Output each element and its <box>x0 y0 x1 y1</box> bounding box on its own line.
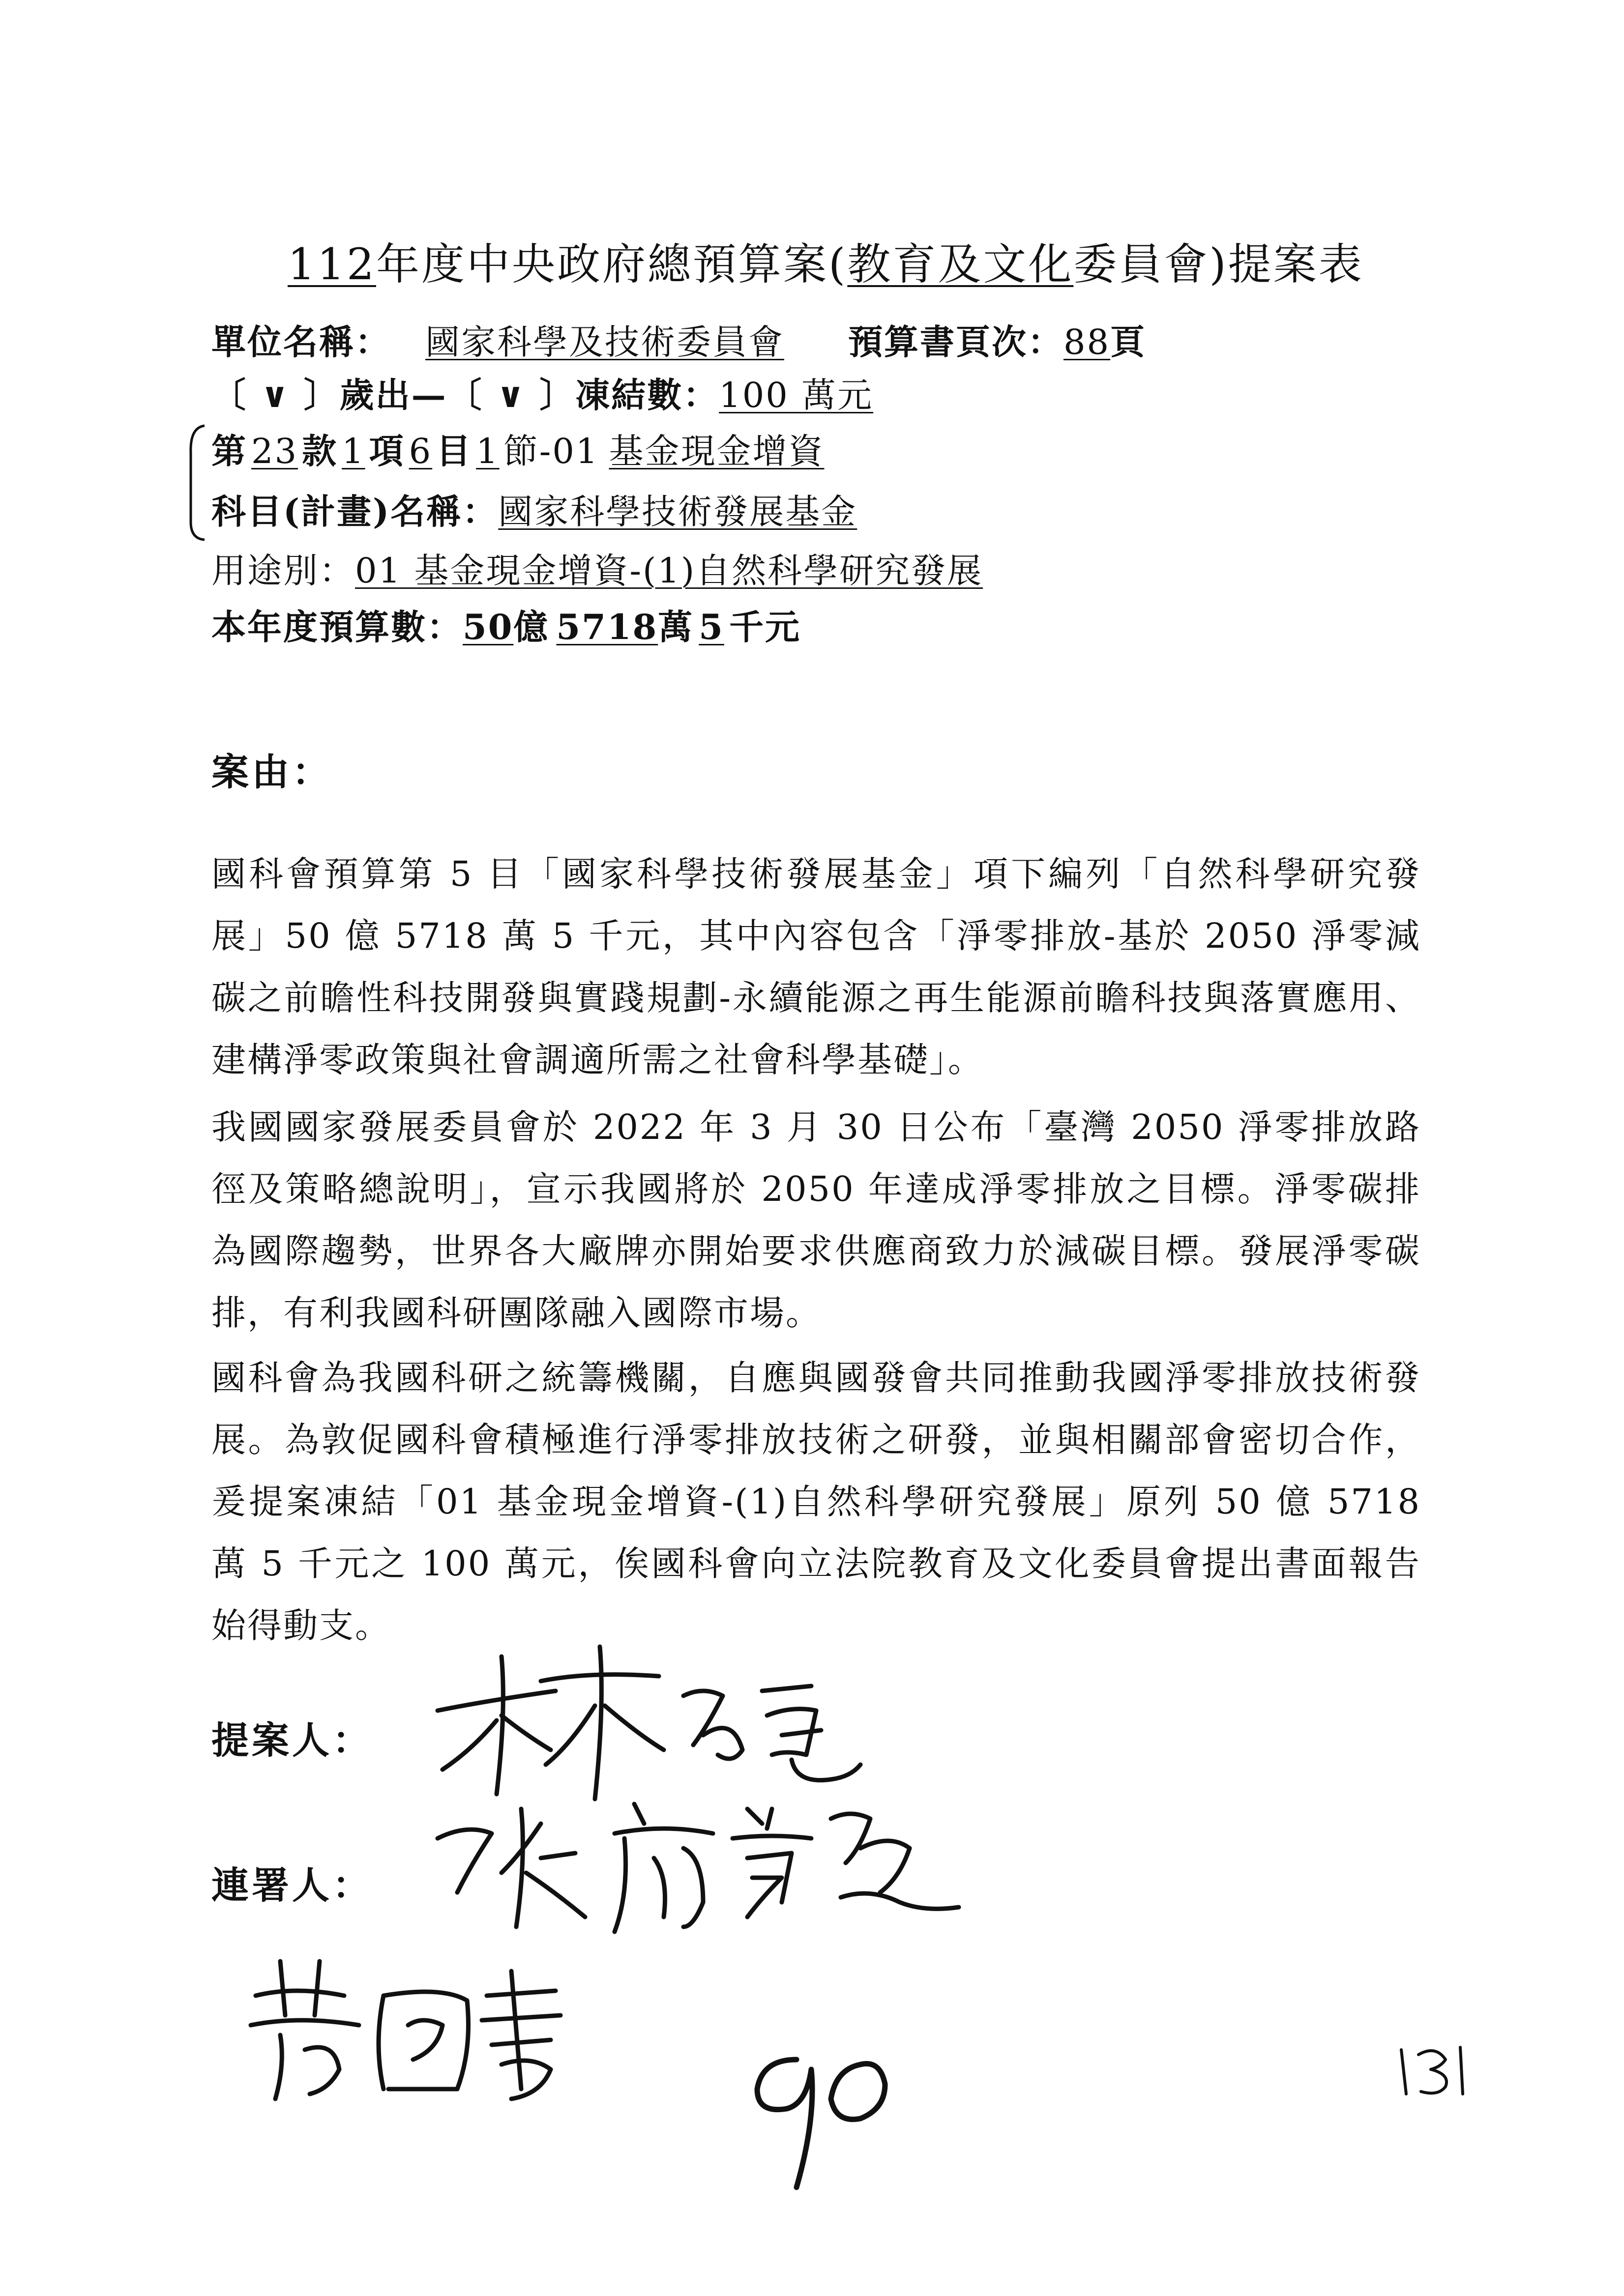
section-text-2: 款 <box>302 431 338 471</box>
subject-value: 國家科學技術發展基金 <box>498 492 857 532</box>
budget-yi: 50 <box>463 607 514 647</box>
budget-wan-unit: 萬 <box>658 607 694 647</box>
subject-line <box>211 484 857 534</box>
reason-paragraph-2: 我國國家發展委員會於 2022 年 3 月 30 日公布「臺灣 2050 淨零排放路徑及策略總說明」，宣示我國將於 2050 年達成淨零排放之目標。淨零碳排為國際趨勢，世界各大廠牌亦開始要求供應商致力於減碳目標。發展淨零碳排，有利我國科研團隊融入國際市場。 <box>211 1107 1421 1333</box>
page-ref-value: 88 <box>1063 322 1111 362</box>
title-committee: 教育及文化 <box>847 239 1074 290</box>
budget-label: 本年度預算數： <box>211 607 463 647</box>
page-number <box>1391 2040 1475 2099</box>
page-ref-unit: 頁 <box>1110 321 1147 362</box>
usage-label: 用途別： <box>211 551 355 591</box>
reason-paragraph-1: 國科會預算第 5 目「國家科學技術發展基金」項下編列「自然科學研究發展」50 億 5718 萬 5 千元，其中內容包含「淨零排放-基於 2050 淨零減碳之前瞻性科技開發與實踐規劃-永續能源之再生能源前瞻科技與落實應用、建構淨零政策與社會調適所需之社會科學基礎」。 <box>211 854 1421 1080</box>
freeze-prefix: 〔 ∨ 〕歲出—〔 ∨ 〕凍結數： <box>211 375 719 415</box>
unit-line <box>211 315 1146 364</box>
title-text-b: 委員會)提案表 <box>1073 239 1364 290</box>
section-xiang: 1 <box>342 431 365 471</box>
budget-qian-unit: 千元 <box>729 607 801 647</box>
title-year: 112 <box>288 239 376 290</box>
budget-line <box>211 600 801 649</box>
section-text-5: 節-01 <box>503 431 599 471</box>
usage-line <box>211 543 1003 593</box>
proposer-label: 提案人： <box>211 1718 373 1762</box>
section-name: 基金現金增資 <box>609 431 825 471</box>
handwritten-number <box>738 2040 900 2197</box>
section-line <box>211 424 824 473</box>
cosigner-signature-2 <box>236 1942 610 2114</box>
bracket-mark <box>186 424 206 542</box>
freeze-line <box>211 368 873 417</box>
reason-paragraph-3: 國科會為我國科研之統籌機關，自應與國發會共同推動我國淨零排放技術發展。為敦促國科會積極進行淨零排放技術之研發，並與相關部會密切合作，爰提案凍結「01 基金現金增資-(1)自然科學研究發展」原列 50 億 5718 萬 5 千元之 100 萬元，俟國科會向立法院教育及文化委員會提出書面報告始得動支。 <box>211 1358 1421 1646</box>
unit-value: 國家科學及技術委員會 <box>425 322 784 362</box>
subject-label: 科目(計畫)名稱： <box>211 491 499 532</box>
section-text-3: 項 <box>369 431 405 471</box>
title-text-a: 年度中央政府總預算案( <box>376 239 848 290</box>
usage-value: 01 基金現金增資-(1)自然科學研究發展 <box>355 551 983 591</box>
section-kuan: 23 <box>251 431 298 471</box>
form-title <box>288 230 1364 292</box>
freeze-amount: 100 萬元 <box>719 375 874 415</box>
unit-label: 單位名稱： <box>211 321 391 362</box>
cosigner-signature-1 <box>428 1779 978 1942</box>
budget-qian: 5 <box>699 607 724 647</box>
cosigner-label: 連署人： <box>211 1863 373 1907</box>
section-text-1: 第 <box>211 431 247 471</box>
budget-yi-unit: 億 <box>513 607 550 647</box>
section-mu: 6 <box>409 431 433 471</box>
section-jie: 1 <box>476 431 500 471</box>
budget-wan: 5718 <box>556 607 658 647</box>
section-text-4: 目 <box>436 431 472 471</box>
reason-heading: 案由： <box>211 750 332 794</box>
page-ref-label: 預算書頁次： <box>848 321 1063 362</box>
